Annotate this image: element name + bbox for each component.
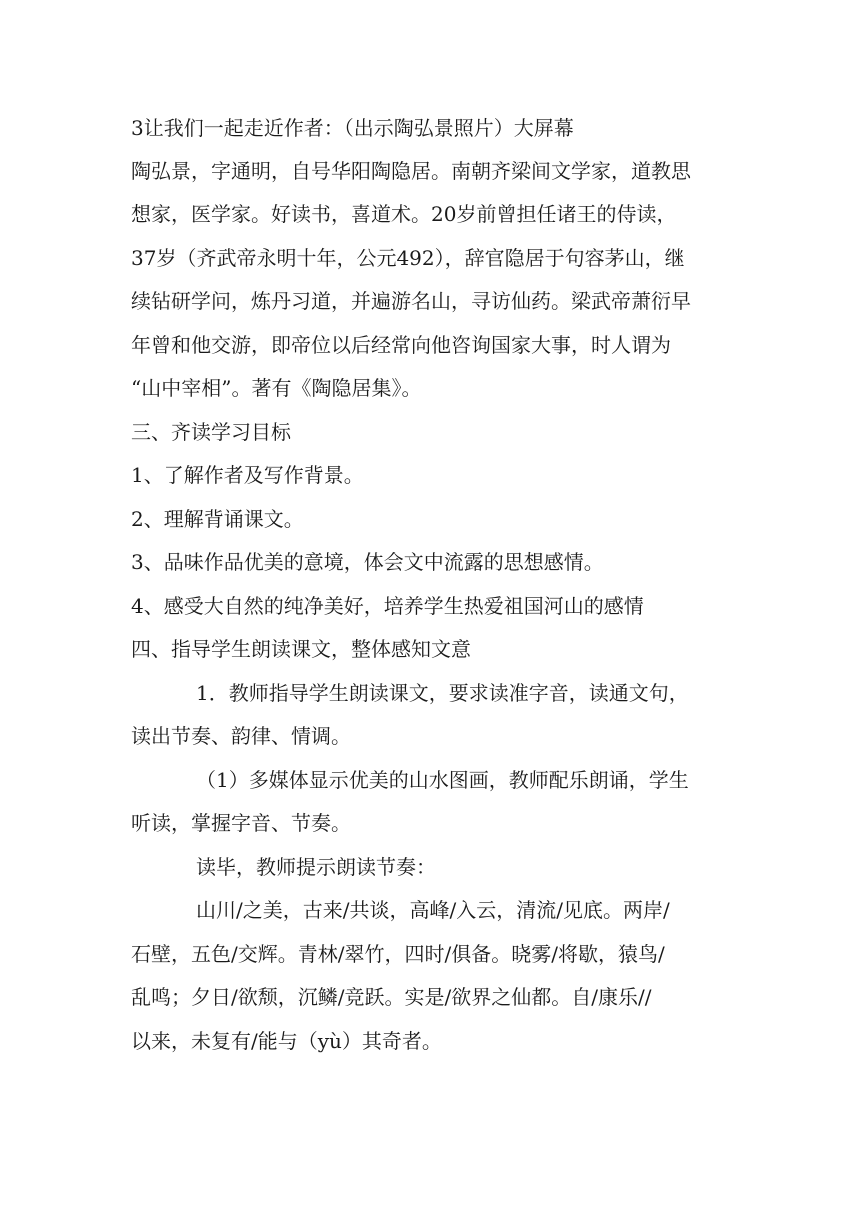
- text-line: 听读，掌握字音、节奏。: [131, 811, 351, 835]
- text-line: 石壁，五色/交辉。青林/翠竹，四时/俱备。晓雾/将歇，猿鸟/: [131, 942, 665, 966]
- list-item: 2、理解背诵课文。: [131, 507, 304, 531]
- text-line: 乱鸣；夕日/欲颓，沉鳞/竞跃。实是/欲界之仙都。自/康乐//: [131, 985, 652, 1009]
- section-heading: 四、指导学生朗读课文，整体感知文意: [131, 637, 471, 661]
- text-line: （1）多媒体显示优美的山水图画，教师配乐朗诵，学生: [196, 768, 689, 792]
- text-line: 陶弘景，字通明，自号华阳陶隐居。南朝齐梁间文学家，道教思: [131, 159, 691, 183]
- text-line: 以来，未复有/能与（yù）其奇者。: [131, 1029, 442, 1053]
- list-item: 4、感受大自然的纯净美好，培养学生热爱祖国河山的感情: [131, 594, 644, 618]
- text-line: 读毕，教师提示朗读节奏：: [196, 855, 436, 879]
- text-line: 山川/之美，古来/共谈，高峰/入云，清流/见底。两岸/: [196, 898, 670, 922]
- list-item: 1、了解作者及写作背景。: [131, 463, 364, 487]
- text-line: 1．教师指导学生朗读课文，要求读准字音，读通文句，: [196, 681, 689, 705]
- text-line: “山中宰相”。著有《陶隐居集》。: [131, 376, 422, 400]
- text-line: 3让我们一起走近作者：（出示陶弘景照片）大屏幕: [131, 116, 574, 140]
- section-heading: 三、齐读学习目标: [131, 420, 291, 444]
- text-line: 年曾和他交游，即帝位以后经常向他咨询国家大事，时人谓为: [131, 333, 671, 357]
- text-line: 37岁（齐武帝永明十年，公元492），辞官隐居于句容茅山，继: [131, 246, 685, 270]
- text-line: 续钻研学问，炼丹习道，并遍游名山，寻访仙药。梁武帝萧衍早: [131, 289, 691, 313]
- list-item: 3、品味作品优美的意境，体会文中流露的思想感情。: [131, 550, 604, 574]
- text-line: 读出节奏、韵律、情调。: [131, 724, 351, 748]
- text-line: 想家，医学家。好读书，喜道术。20岁前曾担任诸王的侍读，: [131, 202, 677, 226]
